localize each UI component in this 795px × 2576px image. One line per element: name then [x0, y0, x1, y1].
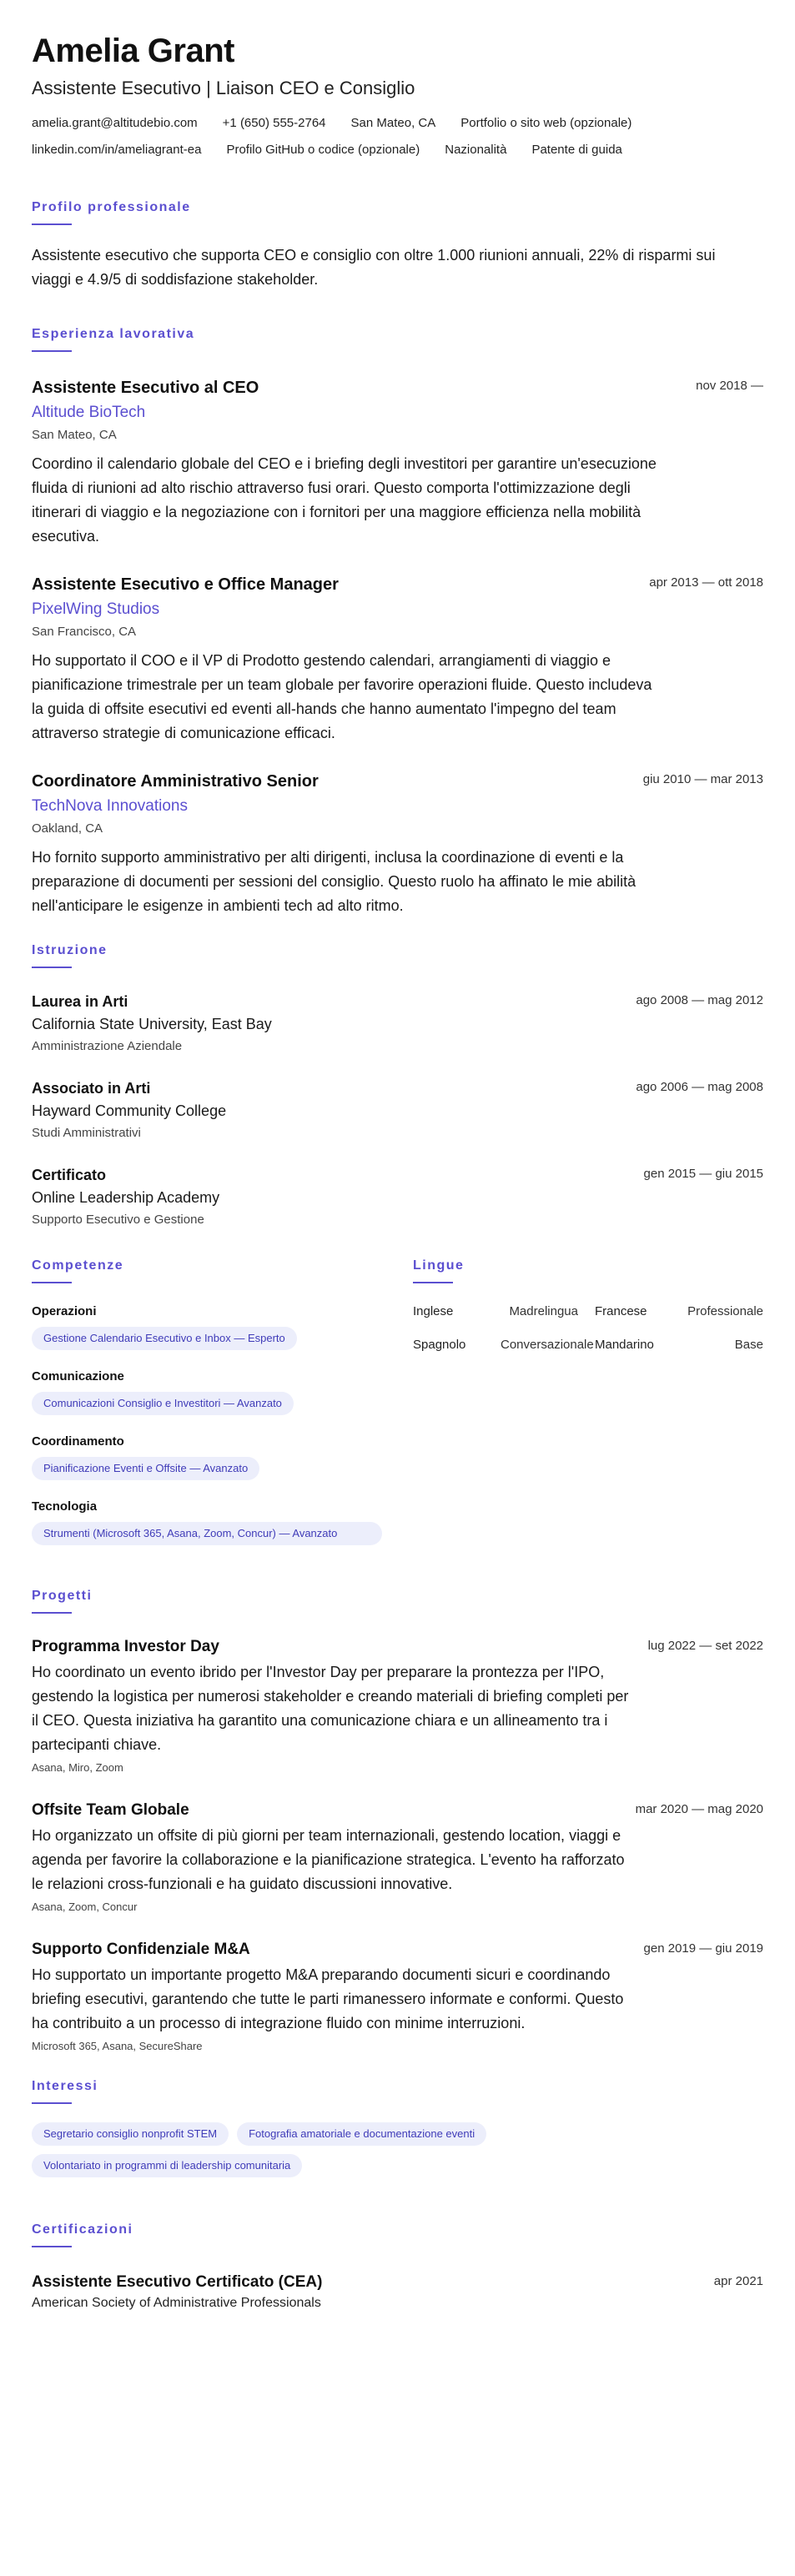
section-title: Profilo professionale	[32, 200, 191, 214]
contact-nationality: Nazionalità	[445, 143, 507, 157]
company-name[interactable]: PixelWing Studios	[32, 600, 160, 618]
experience-section	[32, 327, 763, 918]
interest-chip: Fotografia amatoriale e documentazione eventi	[237, 2122, 486, 2146]
language-level: Madrelingua	[509, 1304, 578, 1318]
company-name[interactable]: TechNova Innovations	[32, 797, 188, 815]
section-title: Interessi	[32, 2079, 98, 2093]
job-description: Coordino il calendario globale del CEO e i briefing degli investitori per garantire un'esecuzione fluida di riunioni ad alto rischio attraverso fusi orari. Questo comporta l'ottimizzazione degli itinerari di viaggio e la negoziazione con i fornitori per una maggiore efficienza nella mobilità esecutiva.	[32, 455, 657, 545]
experience-entry	[32, 377, 763, 549]
section-divider	[32, 2246, 72, 2247]
job-location: Oakland, CA	[32, 821, 103, 836]
skill-chip: Comunicazioni Consiglio e Investitori — Avanzato	[32, 1392, 294, 1415]
language-level: Base	[734, 1338, 763, 1352]
experience-entry	[32, 574, 763, 746]
language-name: Inglese	[413, 1304, 454, 1318]
skill-category: Coordinamento	[32, 1434, 124, 1449]
project-tools: Asana, Zoom, Concur	[32, 1901, 138, 1913]
job-description: Ho fornito supporto amministrativo per alti dirigenti, inclusa la coordinazione di eventi e la preparazione di documenti per sessioni del consiglio. Questo ruolo ha affinato le mie abilità nell'anticipare le esigenze in ambienti tech ad alto ritmo.	[32, 849, 637, 914]
summary-text: Assistente esecutivo che supporta CEO e consiglio con oltre 1.000 riunioni annuali, 22% di risparmi sui viaggi e 4.9/5 di soddisfazione stakeholder.	[32, 247, 716, 288]
language-row	[413, 1303, 763, 1320]
language-level: Conversazionale	[501, 1338, 594, 1352]
skill-chip: Strumenti (Microsoft 365, Asana, Zoom, Concur) — Avanzato	[32, 1522, 382, 1545]
project-entry	[32, 1800, 763, 1915]
section-divider	[32, 967, 72, 968]
candidate-name: Amelia Grant	[32, 33, 234, 69]
degree-name: Associato in Arti	[32, 1080, 151, 1097]
skill-chip: Gestione Calendario Esecutivo e Inbox — Esperto	[32, 1327, 297, 1350]
language-name: Francese	[595, 1304, 647, 1318]
job-date: apr 2013 — ott 2018	[649, 575, 763, 590]
education-date: ago 2008 — mag 2012	[636, 993, 763, 1007]
contact-list	[32, 115, 763, 168]
interest-list	[32, 2122, 632, 2186]
contact-email[interactable]: amelia.grant@altitudebio.com	[32, 116, 198, 130]
project-description: Ho supportato un importante progetto M&A preparando documenti sicuri e coordinando briefing esecutivi, garantendo che tutte le parti rimanessero informate e conformi. Questo ha contribuito a un processo di integrazione fluido con minime interruzioni.	[32, 1966, 624, 2031]
certification-date: apr 2021	[713, 2274, 763, 2288]
resume-header	[32, 32, 763, 168]
interest-chip: Volontariato in programmi di leadership comunitaria	[32, 2154, 302, 2177]
section-title: Lingue	[413, 1258, 465, 1273]
section-title: Certificazioni	[32, 2222, 133, 2237]
contact-portfolio[interactable]: Portfolio o sito web (opzionale)	[460, 116, 632, 130]
project-date: gen 2019 — giu 2019	[643, 1941, 763, 1956]
skill-category: Comunicazione	[32, 1369, 124, 1383]
section-title: Progetti	[32, 1589, 93, 1603]
certification-entry	[32, 2272, 763, 2312]
project-tools: Asana, Miro, Zoom	[32, 1761, 123, 1774]
contact-location: San Mateo, CA	[350, 116, 436, 130]
company-name[interactable]: Altitude BioTech	[32, 404, 146, 421]
skill-group	[32, 1368, 382, 1415]
project-description: Ho coordinato un evento ibrido per l'Investor Day per preparare la prontezza per l'IPO, gestendo la logistica per numerosi stakeholder e creando materiali di briefing completi per il CEO. Questa iniziativa ha garantito una comunicazione chiara e un allineamento tra i partecipanti chiave.	[32, 1664, 629, 1753]
languages-section	[413, 1258, 763, 1564]
summary-section	[32, 200, 763, 292]
contact-driving-license: Patente di guida	[531, 143, 622, 157]
interest-chip: Segretario consiglio nonprofit STEM	[32, 2122, 229, 2146]
field-of-study: Studi Amministrativi	[32, 1126, 141, 1140]
skill-group	[32, 1434, 382, 1480]
skill-category: Tecnologia	[32, 1499, 98, 1514]
job-description: Ho supportato il COO e il VP di Prodotto gestendo calendari, arrangiamenti di viaggio e pianificazione trimestrale per un team globale per favorire operazioni fluide. Questo includeva la guida di offsite esecutivi ed eventi all-hands che hanno aumentato l'impegno del team attraverso strategie di comunicazione efficaci.	[32, 652, 652, 741]
school-name: Hayward Community College	[32, 1102, 227, 1119]
field-of-study: Supporto Esecutivo e Gestione	[32, 1213, 204, 1227]
job-location: San Mateo, CA	[32, 428, 117, 442]
job-title: Coordinatore Amministrativo Senior	[32, 772, 319, 791]
candidate-headline: Assistente Esecutivo | Liaison CEO e Consiglio	[32, 78, 415, 98]
job-title: Assistente Esecutivo al CEO	[32, 379, 259, 397]
education-section	[32, 943, 763, 1228]
skill-chip: Pianificazione Eventi e Offsite — Avanzato	[32, 1457, 259, 1480]
interests-section	[32, 2079, 763, 2186]
degree-name: Laurea in Arti	[32, 993, 128, 1010]
field-of-study: Amministrazione Aziendale	[32, 1039, 183, 1053]
section-divider	[32, 1282, 72, 1283]
project-title: Supporto Confidenziale M&A	[32, 1941, 250, 1958]
project-entry	[32, 1940, 763, 2054]
section-divider	[32, 2102, 72, 2104]
project-date: mar 2020 — mag 2020	[635, 1802, 763, 1816]
skill-group	[32, 1499, 382, 1545]
education-entry	[32, 1165, 763, 1228]
section-divider	[32, 1612, 72, 1614]
project-title: Programma Investor Day	[32, 1638, 219, 1655]
language-level: Professionale	[687, 1304, 763, 1318]
project-entry	[32, 1637, 763, 1775]
language-name: Spagnolo	[413, 1338, 466, 1352]
language-row	[413, 1337, 763, 1353]
project-description: Ho organizzato un offsite di più giorni per team internazionali, gestendo location, viaggi e agenda per favorire la collaborazione e la pianificazione strategica. L'evento ha rafforzato le relazioni cross-funzionali e ha guidato discussioni innovative.	[32, 1827, 625, 1892]
section-title: Istruzione	[32, 943, 108, 957]
contact-phone[interactable]: +1 (650) 555-2764	[222, 116, 326, 130]
project-date: lug 2022 — set 2022	[647, 1639, 763, 1653]
projects-section	[32, 1589, 763, 2054]
section-title: Esperienza lavorativa	[32, 327, 195, 341]
job-date: nov 2018 —	[696, 379, 763, 393]
certification-title: Assistente Esecutivo Certificato (CEA)	[32, 2273, 323, 2291]
section-divider	[32, 350, 72, 352]
job-title: Assistente Esecutivo e Office Manager	[32, 575, 339, 594]
contact-github[interactable]: Profilo GitHub o codice (opzionale)	[226, 143, 420, 157]
school-name: Online Leadership Academy	[32, 1189, 220, 1206]
project-title: Offsite Team Globale	[32, 1801, 189, 1819]
section-divider	[413, 1282, 453, 1283]
section-divider	[32, 223, 72, 225]
education-date: gen 2015 — giu 2015	[643, 1167, 763, 1181]
skill-category: Operazioni	[32, 1304, 97, 1318]
skills-section	[32, 1258, 382, 1564]
job-location: San Francisco, CA	[32, 625, 137, 639]
certifications-section	[32, 2222, 763, 2312]
skill-group	[32, 1303, 382, 1350]
education-entry	[32, 992, 763, 1055]
skills-languages-row	[32, 1258, 763, 1564]
section-title: Competenze	[32, 1258, 124, 1273]
education-date: ago 2006 — mag 2008	[636, 1080, 763, 1094]
degree-name: Certificato	[32, 1167, 107, 1183]
job-date: giu 2010 — mar 2013	[642, 772, 763, 786]
experience-entry	[32, 771, 763, 918]
education-entry	[32, 1078, 763, 1142]
certification-issuer: American Society of Administrative Professionals	[32, 2296, 321, 2310]
language-name: Mandarino	[595, 1338, 654, 1352]
project-tools: Microsoft 365, Asana, SecureShare	[32, 2040, 203, 2052]
contact-linkedin[interactable]: linkedin.com/in/ameliagrant-ea	[32, 143, 202, 157]
school-name: California State University, East Bay	[32, 1016, 272, 1032]
